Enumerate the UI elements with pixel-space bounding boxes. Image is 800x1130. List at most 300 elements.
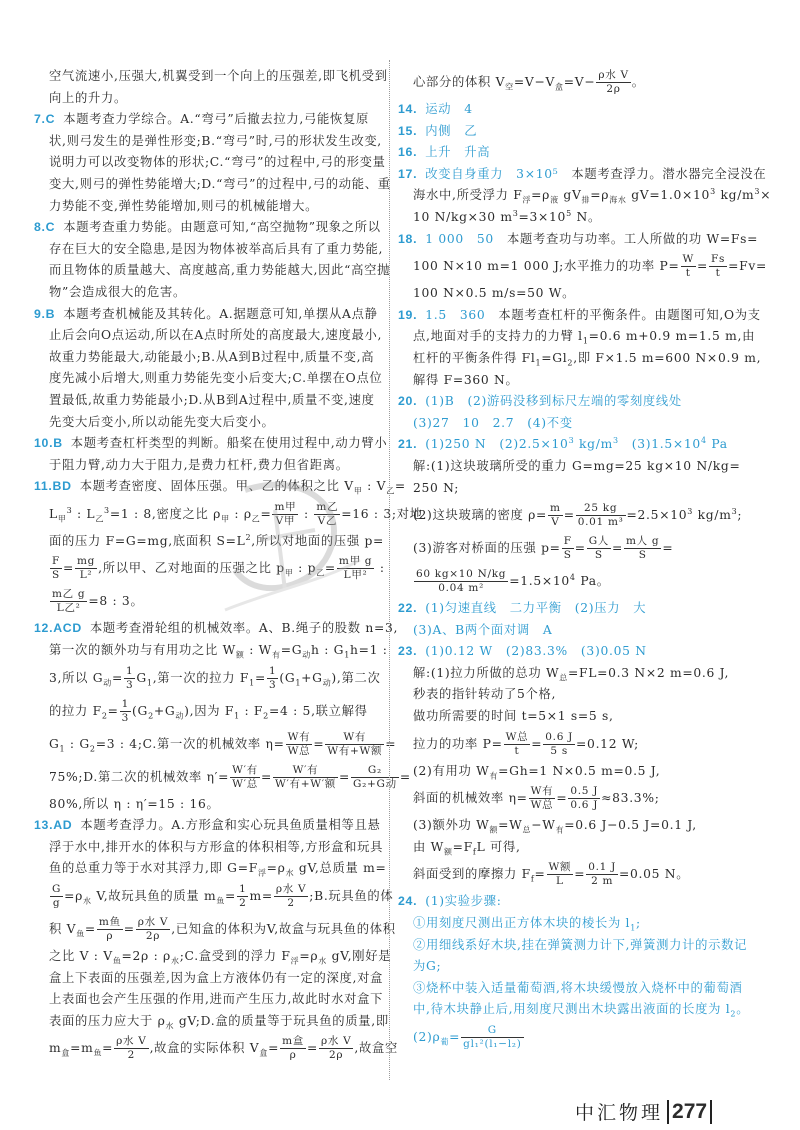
text-segment: = [260,506,272,521]
text-line [398,456,770,478]
fraction [576,502,626,529]
text-segment: = [534,867,546,882]
subscript: f [530,874,535,884]
fraction-numerator: G [52,883,62,896]
text-segment: L 可得, [476,839,521,854]
subscript: 空 [505,82,514,92]
fraction [280,1035,306,1062]
subscript: 甲 [221,514,230,524]
text-segment: = [697,259,709,274]
fraction [75,555,97,582]
question-number: 7.C [34,112,56,127]
text-segment: 点,地面对手的支持力的力臂 l [413,329,583,344]
fraction-denominator: V [551,516,560,529]
fraction [504,731,531,758]
footer-brand: 中汇物理 [575,1102,664,1124]
text-segment: 本题考查重力势能。由题意可知,“高空抛物”现象之所以 [63,220,381,235]
text-segment: gV;D.盒的质量等于玩具鱼的质量,即 [174,1013,389,1028]
text-line [34,325,386,347]
text-line [34,88,386,110]
text-line [34,1011,389,1033]
subscript: 1 [344,650,350,660]
fraction-numerator: 0.1 J [588,861,616,874]
text-segment: = [254,670,266,685]
superscript: 3 [612,436,619,446]
text-segment: =F [452,839,473,854]
fraction-numerator: ρ水 V [137,916,169,929]
fraction-numerator: mg [77,555,96,568]
fraction-denominator: 2ρ [329,1049,344,1062]
fraction-denominator: S [563,549,572,562]
text-line [34,858,386,880]
subscript: 有 [272,650,281,660]
fraction [124,665,135,692]
text-line [34,282,386,304]
text-segment: 本题考查杠杆类型的判断。船桨在使用过程中,动力臂小 [70,436,388,451]
text-line [398,935,770,957]
text-line [34,131,386,153]
superscript: 4 [569,573,576,582]
text-line [34,989,386,1011]
question-number: 18. [398,231,418,246]
text-segment: ; [636,916,641,931]
text-segment: ≈83.3%; [601,791,660,806]
text-segment: = [531,736,543,751]
text-segment: 先变大后变小,所以动能先变大后变小。 [49,414,275,429]
text-segment: 斜面受到的摩擦力 F [413,867,531,882]
text-segment: L [49,506,58,521]
text-line [398,782,770,815]
text-segment: 3,所以 G [49,670,104,685]
text-segment: (3)27 10 2.7 (4)不变 [413,415,573,430]
fraction-denominator: ρ [289,1049,297,1062]
text-segment: ①用刻度尺测出正方体木块的棱长为 l [413,916,631,931]
text-segment: =Gh=1 N×0.5 m=0.5 J, [498,763,661,778]
text-segment: =3×10 [518,209,567,224]
subscript: 2 [148,711,154,721]
text-segment: (2)有用功 W [413,763,490,778]
text-line [398,913,770,935]
text-segment: 积 V [49,922,77,937]
answer-text: 1 000 50 [425,231,494,246]
text-segment: 拉力的功率 P= [413,736,503,751]
fraction [624,535,661,562]
column-divider [389,60,390,1080]
text-segment: 之比 V : V [49,949,113,964]
text-segment: 表面的压力应大于 ρ [49,1013,166,1028]
fraction [351,764,399,791]
text-segment: = [260,769,272,784]
text-line [34,946,392,968]
text-segment: (3)A、B两个面对调 A [413,622,553,637]
text-segment: = [313,736,325,751]
text-segment: : L [72,506,96,521]
text-segment: =0.6 m+0.9 m=1.5 m,由 [588,329,756,344]
text-segment: : [299,506,314,521]
fraction-denominator: 5 s [550,744,568,757]
fraction-denominator: 3 [125,678,134,691]
fraction [681,253,697,280]
subscript: 甲 [284,568,294,578]
text-line [398,532,770,565]
text-segment: 度先减小后增大,则重力势能先变小后变大;C.单摆在O点位 [49,371,383,386]
subscript: 1 [249,678,255,688]
text-segment: 100 N×0.5 m/s=50 W。 [413,286,576,301]
subscript: 动 [103,678,112,688]
text-segment: 心部分的体积 V [413,75,506,89]
fraction-numerator: 1 [125,664,134,677]
fraction-denominator: g [52,897,61,910]
superscript: 3 [710,187,716,197]
fraction-denominator: L乙² [56,602,81,615]
text-segment: ,已知盒的体积为V,故盒与玩具鱼的体积 [171,922,396,937]
text-line [34,368,386,390]
fraction-denominator: W有+W额 [327,744,383,757]
fraction-denominator: V乙 [317,514,338,527]
fraction-numerator: m盒 [282,1035,304,1048]
question-number: 11.BD [34,479,72,494]
text-line [34,880,394,913]
text-segment: kg/m [574,437,613,452]
text-segment: : G [65,736,90,751]
fraction-numerator: m人 g [626,535,660,548]
question-number: 23. [398,644,418,659]
fraction-numerator: ρ水 V [598,69,629,81]
subscript: 额 [235,650,245,660]
text-segment: = [556,791,568,806]
fraction [237,883,248,910]
text-line [34,837,386,859]
subscript: 1 [146,678,153,688]
subscript: 鱼 [93,1048,103,1058]
text-segment: 。 [736,1002,750,1017]
superscript: 2 [245,532,252,542]
text-segment: ;B.玩具鱼的体 [309,889,394,904]
text-line [398,370,770,392]
text-segment: 75%;D.第二次的机械效率 η′= [49,769,230,784]
text-segment: −W [531,818,556,833]
text-segment: h=1 : [349,643,388,658]
superscript: 5 [566,208,572,218]
text-segment: × [760,188,772,203]
text-segment: : [375,561,385,576]
fraction-denominator: 0.01 m³ [577,516,624,529]
text-segment: =W [498,818,523,833]
subscript: 水 [285,868,295,878]
text-segment: = [84,922,96,937]
text-segment: =ρ [64,889,84,904]
text-segment: =G [280,643,303,658]
superscript: 3 [104,505,110,515]
text-segment: (G [132,703,149,718]
fraction [120,698,131,725]
text-segment: ,故盒的实际体积 V [149,1041,260,1056]
question-number: 20. [398,394,418,409]
question-number: 22. [398,601,418,616]
text-segment: 而且物体的质量越大、高度越高,重力势能越大,因此“高空抛 [49,263,391,278]
answer-item [398,121,770,143]
question-number: 10.B [34,436,63,451]
fraction-numerator: W有 [325,731,384,745]
text-line [398,815,770,837]
fraction [50,555,62,582]
fraction-numerator: W有 [287,730,311,743]
text-segment: m= [249,889,273,904]
fraction-denominator: 0.6 J [570,799,599,812]
fraction-denominator: 2 [239,897,247,910]
text-line [398,478,770,500]
question-number: 19. [398,307,418,322]
fraction-numerator: m鱼 [98,916,121,929]
fraction-denominator: S [52,569,60,582]
text-line [398,348,770,370]
text-segment: 本题考查功与功率。工人所做的功 W=Fs= [493,231,759,246]
subscript: 1 [234,711,240,721]
fraction [543,731,575,758]
text-line [34,196,386,218]
text-segment: 力势能不变,弹性势能增加,则弓的机械能增大。 [49,198,319,213]
text-segment: : W [244,643,273,658]
text-line [398,706,770,728]
text-segment: 杠杆的平衡条件得 Fl [413,350,536,365]
fraction [274,883,308,910]
fraction-denominator: 3 [268,678,277,691]
text-line [398,620,770,642]
subscript: 海水 [609,195,627,205]
text-line [34,260,391,282]
text-segment: 100 N×10 m=1 000 J;水平推力的功率 P= [413,259,680,274]
fraction-denominator: t [514,744,520,757]
text-segment: ,所以甲、乙对地面的压强之比 p [98,561,285,576]
superscript: 3 [754,187,761,197]
question-number: 24. [398,894,418,909]
text-segment: 斜面的机械效率 η= [413,791,528,806]
fraction [136,916,170,943]
text-segment: 80%,所以 η : η′=15 : 16。 [49,796,220,811]
text-segment: =3 : 4;C.第一次的机械效率 η= [95,736,285,751]
fraction [230,764,260,791]
text-segment: 本题考查浮力。A.方形盒和实心玩具鱼质量相等且悬 [80,818,381,833]
fraction-numerator: 1 [121,697,130,710]
text-line [398,1021,770,1054]
text-segment: =0.05 N。 [618,867,690,882]
text-segment: 250 N; [413,480,460,495]
text-segment: 的拉力 F [49,703,102,718]
text-segment: = [449,1030,461,1044]
fraction-numerator: 1 [268,664,277,677]
fraction-numerator: W有 [530,785,554,798]
fraction-denominator: 2ρ [606,83,621,95]
fraction [414,568,508,595]
text-segment: = [399,769,411,784]
fraction-denominator: L甲² [343,569,368,582]
page-footer [575,1098,712,1125]
subscript: 2 [263,711,269,721]
answer-item [34,109,386,131]
text-line [34,761,411,794]
fraction-numerator: W′有 [232,763,258,776]
fraction-numerator: 0.6 J [545,730,574,743]
subscript: 动 [175,711,185,721]
text-line [34,640,386,662]
text-segment: 本题考查浮力。潜水器完全浸没在 [558,166,767,181]
question-number: 21. [398,437,418,452]
fraction-numerator: m甲 g [338,555,373,568]
text-segment: 第一次的额外功与有用功之比 W [49,643,236,658]
text-segment: = [225,889,237,904]
subscript: 液 [550,195,559,205]
text-segment: (1)B (2)游码没移到标尺左端的零刻度线处 [425,394,682,409]
fraction [548,502,563,529]
text-segment: =ρ [590,188,610,203]
subscript: 排 [581,195,591,205]
text-line [398,858,770,891]
superscript: 3 [568,436,575,446]
text-segment: = [306,1041,318,1056]
fraction-numerator: W总 [505,730,529,743]
fraction [97,916,123,943]
text-segment: = [394,479,406,494]
answer-text: 1.5 360 [425,307,486,322]
text-segment: 内侧 乙 [425,123,478,138]
text-segment: =8 : 3。 [88,594,144,609]
text-segment: = [63,561,75,576]
text-segment: : ρ [229,506,252,521]
text-segment: ),第二次 [331,670,381,685]
question-number: 15. [398,123,418,138]
text-segment: (1)实验步骤: [425,894,502,909]
question-number: 16. [398,145,418,160]
fraction-numerator: ρ水 V [320,1035,352,1048]
page-number: 277 [667,1100,712,1124]
text-segment: =ρ [266,861,286,876]
text-segment: : V [362,479,387,494]
text-segment: 状,则弓发生的是弹性形变;B.“弯弓”时,弓的形状发生改变, [49,133,382,148]
text-segment: (2)ρ [413,1030,441,1044]
text-segment: ③烧杯中装入适量葡萄酒,将木块缓慢放入烧杯中的葡萄酒 [413,980,743,995]
text-line [34,794,386,816]
fraction-denominator: L² [79,569,93,582]
text-segment: V,故玩具鱼的质量 m [91,889,217,904]
text-segment: = [123,922,135,937]
text-segment: 盒上下表面的压强差,因为盒上方液体仍有一定的深度,对盒 [49,970,384,985]
text-segment: 说明力可以改变物体的形状;C.“弯弓”的过程中,弓的形变量 [49,155,386,170]
text-segment: ),因为 F [184,703,235,718]
fraction-numerator: G [461,1024,523,1038]
text-segment: 做功所需要的时间 t=5×1 s=5 s, [413,709,614,724]
text-segment: 上表面也会产生压强的作用,进而产生压力,故此时水对盒下 [49,992,384,1007]
text-segment: =1.5×10 [509,574,570,589]
text-line [398,565,770,598]
fraction [586,861,618,888]
text-segment: kg/m [715,188,755,203]
text-line [34,347,386,369]
text-line [34,412,386,434]
text-line [34,968,386,990]
text-line [398,499,770,532]
fraction-numerator: F [563,535,572,548]
subscript: 浮 [522,195,532,205]
text-segment: 解得 F=360 N。 [413,372,519,387]
text-segment: (3)1.5×10 [618,437,701,452]
subscript: 鱼 [76,929,85,939]
fraction-numerator: Fs [711,253,726,266]
fraction-numerator: m乙 [316,500,339,513]
fraction [50,588,87,615]
question-number: 14. [398,102,418,116]
text-segment: 本题考查力学综合。A.“弯弓”后撤去拉力,弓能恢复原 [63,112,369,127]
text-line [398,326,770,348]
text-segment: 置最低,故重力势能最小;D.从B到A过程中,质量不变,速度 [49,392,375,407]
text-segment: 本题考查机械能及其转化。A.据题意可知,单摆从A点静 [63,306,378,321]
text-segment: 物”会造成很大的危害。 [49,284,186,299]
text-line [34,239,386,261]
fraction-numerator: m [550,502,561,515]
subscript: 乙 [251,514,261,524]
text-segment: ,即 F×1.5 m=600 N×0.9 m, [573,350,762,365]
answer-item [398,391,770,413]
text-line [398,837,770,859]
text-segment: =2ρ : ρ [121,949,171,964]
text-segment: 面的压力 F=G=mg,底面积 S=L [49,533,246,548]
subscript: 甲 [57,514,67,524]
fraction-denominator: 3 [121,711,130,724]
fraction [325,731,384,758]
text-line [398,684,770,706]
answer-text: 改变自身重力 3×10⁵ [425,166,559,181]
right-column [398,66,770,1054]
subscript: 额 [489,825,499,835]
text-segment: 。 [631,75,645,89]
fraction-numerator: 1 [239,883,247,896]
text-segment: (3)游客对桥面的压强 p= [413,541,561,556]
fraction-denominator: 2 [127,1049,136,1062]
fraction-numerator: G人 [588,535,609,548]
text-segment: = [324,561,336,576]
answer-item [398,434,770,456]
text-segment: ,第一次的拉力 F [152,670,250,685]
text-segment: +G [301,670,323,685]
text-segment: G [136,670,147,685]
text-segment: (G [279,670,296,685]
text-line [34,152,386,174]
fraction-numerator: W额 [548,861,572,874]
fraction [529,785,556,812]
text-segment: = [111,670,123,685]
text-line [34,390,386,412]
text-segment: =m [70,1041,94,1056]
fraction-denominator: W′有+W′额 [274,777,337,790]
text-segment: 为G; [413,959,442,974]
question-number: 8.C [34,220,56,235]
text-segment: (1)匀速直线 二力平衡 (2)压力 大 [425,601,647,616]
fraction-numerator: m甲 [274,500,297,513]
fraction-numerator: 25 kg [576,502,626,516]
text-segment: gV=1.0×10 [626,188,711,203]
answer-item [34,304,386,326]
text-line [398,999,770,1021]
subscript: 2 [567,358,574,368]
text-segment: ;C.盒受到的浮力 F [179,949,291,964]
fraction-denominator: t [715,267,721,280]
text-segment: kg/m [693,508,732,523]
text-segment: ②用细线系好木块,挂在弹簧测力计下,弹簧测力计的示数记 [413,937,748,952]
fraction-denominator: 2ρ [145,930,161,943]
subscript: 乙 [95,514,105,524]
text-segment: 本题考查杠杆的平衡条件。由题图可知,O为支 [485,307,761,322]
fraction-numerator: 60 kg×10 N/kg [416,568,507,581]
text-segment: 于阻力臂,动力大于阻力,是费力杠杆,费力但省距离。 [49,457,349,472]
